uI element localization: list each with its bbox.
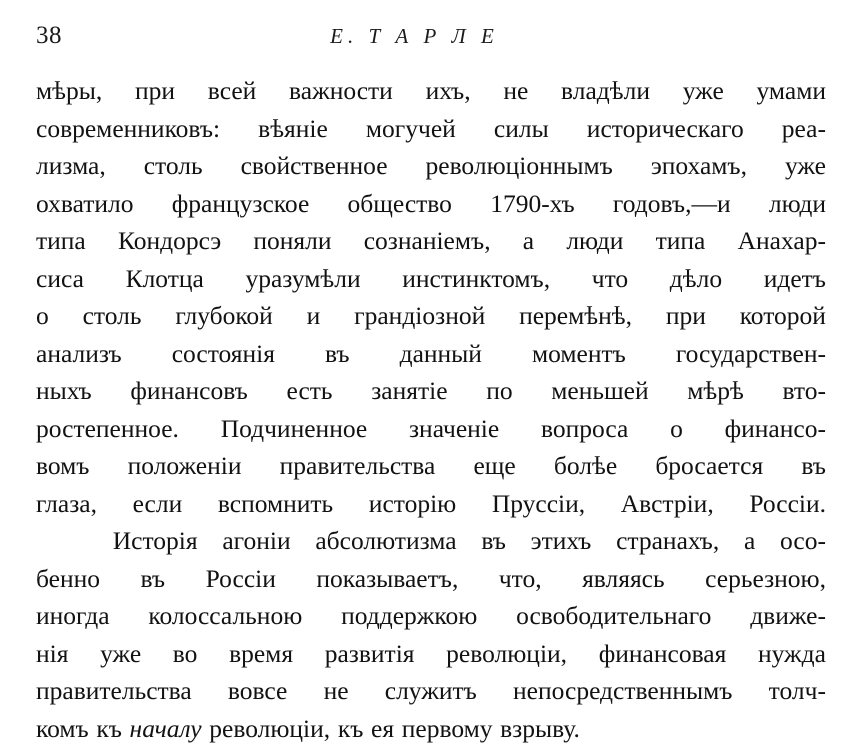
word: современниковъ: <box>36 110 220 148</box>
word: столь <box>83 297 142 335</box>
text-line <box>36 185 826 223</box>
text-line <box>36 447 826 485</box>
word: силы <box>494 110 549 148</box>
word: Анахар- <box>738 222 826 260</box>
word: уже <box>785 147 826 185</box>
word: французское <box>172 185 310 223</box>
word: правительства <box>36 672 192 710</box>
word: о <box>36 297 49 335</box>
word: время <box>229 635 293 673</box>
word: глубокой <box>175 297 273 335</box>
paragraph <box>36 72 826 522</box>
word: значеніе <box>409 410 499 448</box>
word: являясь <box>582 560 665 598</box>
word: поняли <box>253 222 331 260</box>
word: о <box>670 410 683 448</box>
word: могучей <box>366 110 456 148</box>
word: данный <box>400 335 482 373</box>
text-line <box>36 297 826 335</box>
word: что <box>592 260 628 298</box>
word: государствен- <box>676 335 826 373</box>
word: историческаго <box>587 110 744 148</box>
word: а <box>523 222 534 260</box>
word: въ <box>481 522 506 560</box>
word: осо- <box>780 522 826 560</box>
text-line <box>36 110 826 148</box>
word: еще <box>473 447 515 485</box>
word: грандіозной <box>354 297 485 335</box>
word: Исторія <box>113 522 198 560</box>
word: абсолютизма <box>315 522 456 560</box>
word: Россіи. <box>749 485 826 523</box>
word: началу <box>130 710 202 747</box>
word: этихъ <box>531 522 592 560</box>
word: при <box>135 72 175 110</box>
word: вто- <box>783 372 826 410</box>
text-line <box>36 372 826 410</box>
word: ея <box>371 710 394 747</box>
word: бросается <box>655 447 763 485</box>
text-line <box>36 410 826 448</box>
word: революціоннымъ <box>426 147 613 185</box>
word: иногда <box>36 597 110 635</box>
word: уразумѣли <box>245 260 360 298</box>
text-line <box>36 147 826 185</box>
word: занятіе <box>371 372 447 410</box>
word: толч- <box>769 672 826 710</box>
word: въ <box>325 335 350 373</box>
word: а <box>744 522 755 560</box>
text-line <box>36 522 826 560</box>
text-line <box>36 710 826 747</box>
word: люди <box>769 185 826 223</box>
word: дѣло <box>670 260 722 298</box>
word: нужда <box>758 635 826 673</box>
word: сиса <box>36 260 84 298</box>
text-line <box>36 222 826 260</box>
word: идетъ <box>764 260 826 298</box>
word: общество <box>348 185 452 223</box>
text-line <box>36 72 826 110</box>
word: непосредственнымъ <box>513 672 732 710</box>
text-line <box>36 485 826 523</box>
text-line <box>36 335 826 373</box>
word: во <box>173 635 198 673</box>
word: не <box>324 672 349 710</box>
word: типа <box>36 222 86 260</box>
word: сознаніемъ, <box>364 222 491 260</box>
word: освободительнаго <box>516 597 711 635</box>
word: меньшей <box>551 372 648 410</box>
word: годовъ,—и <box>613 185 731 223</box>
word: бенно <box>36 560 100 598</box>
word: Россіи <box>206 560 276 598</box>
text-line <box>36 260 826 298</box>
word: если <box>133 485 183 523</box>
word: вомъ <box>36 447 89 485</box>
word: столь <box>144 147 203 185</box>
word: развитія <box>325 635 415 673</box>
word: положеніи <box>128 447 242 485</box>
word: 1790-хъ <box>490 185 574 223</box>
word: странахъ, <box>616 522 719 560</box>
word: не <box>503 72 528 110</box>
word: служитъ <box>385 672 477 710</box>
word: серьезною, <box>705 560 826 598</box>
word: колоссальною <box>148 597 302 635</box>
word: уже <box>100 635 141 673</box>
word: финансовая <box>599 635 727 673</box>
word: вопроса <box>541 410 628 448</box>
page-number: 38 <box>36 22 156 50</box>
word: владѣли <box>561 72 650 110</box>
word: движе- <box>750 597 826 635</box>
word: Подчиненное <box>221 410 368 448</box>
word: люди <box>566 222 623 260</box>
word: и <box>307 297 321 335</box>
word: вспомнить <box>218 485 333 523</box>
word: состоянія <box>172 335 275 373</box>
word: ростепенное. <box>36 410 179 448</box>
word: свойственное <box>241 147 388 185</box>
word: исторію <box>369 485 456 523</box>
word: реа- <box>782 110 826 148</box>
word: моментъ <box>532 335 626 373</box>
word: революціи, <box>209 710 330 747</box>
word: типа <box>656 222 706 260</box>
word: къ <box>338 710 364 747</box>
word: въ <box>801 447 826 485</box>
word: правительства <box>280 447 436 485</box>
word: взрыву. <box>500 710 580 747</box>
word: въ <box>140 560 165 598</box>
word: Клотца <box>126 260 204 298</box>
word: мѣрѣ <box>687 372 744 410</box>
word: ныхъ <box>36 372 92 410</box>
word: анализъ <box>36 335 122 373</box>
word: есть <box>287 372 333 410</box>
word: финансо- <box>725 410 826 448</box>
paragraph <box>36 522 826 747</box>
word: уже <box>683 72 724 110</box>
word: эпохамъ, <box>651 147 747 185</box>
word: революціи, <box>446 635 567 673</box>
word: вѣяніе <box>258 110 328 148</box>
word: комъ <box>36 710 89 747</box>
running-title: Е. Т А Р Л Е <box>156 24 823 49</box>
word: умами <box>757 72 826 110</box>
word: Пруссіи, <box>492 485 585 523</box>
word: важности <box>289 72 393 110</box>
page-header <box>36 22 823 62</box>
text-line <box>36 635 826 673</box>
word: къ <box>96 710 122 747</box>
body-text <box>36 72 826 747</box>
word: при <box>666 297 706 335</box>
text-line <box>36 672 826 710</box>
word: показываетъ, <box>316 560 458 598</box>
word: финансовъ <box>130 372 247 410</box>
word: что, <box>499 560 542 598</box>
word: инстинктомъ, <box>402 260 550 298</box>
word: которой <box>740 297 826 335</box>
word: глаза, <box>36 485 97 523</box>
word: болѣе <box>554 447 617 485</box>
text-line <box>36 597 826 635</box>
word: Австріи, <box>621 485 714 523</box>
word: мѣры, <box>36 72 102 110</box>
word: нія <box>36 635 68 673</box>
word: поддержкою <box>341 597 477 635</box>
word: охватило <box>36 185 134 223</box>
word: Кондорсэ <box>118 222 221 260</box>
word: первому <box>402 710 493 747</box>
word: по <box>486 372 512 410</box>
text-line <box>36 560 826 598</box>
word: ихъ, <box>426 72 471 110</box>
word: вовсе <box>228 672 287 710</box>
word: лизма, <box>36 147 106 185</box>
word: всей <box>208 72 257 110</box>
word: перемѣнѣ, <box>519 297 632 335</box>
word: агоніи <box>222 522 290 560</box>
